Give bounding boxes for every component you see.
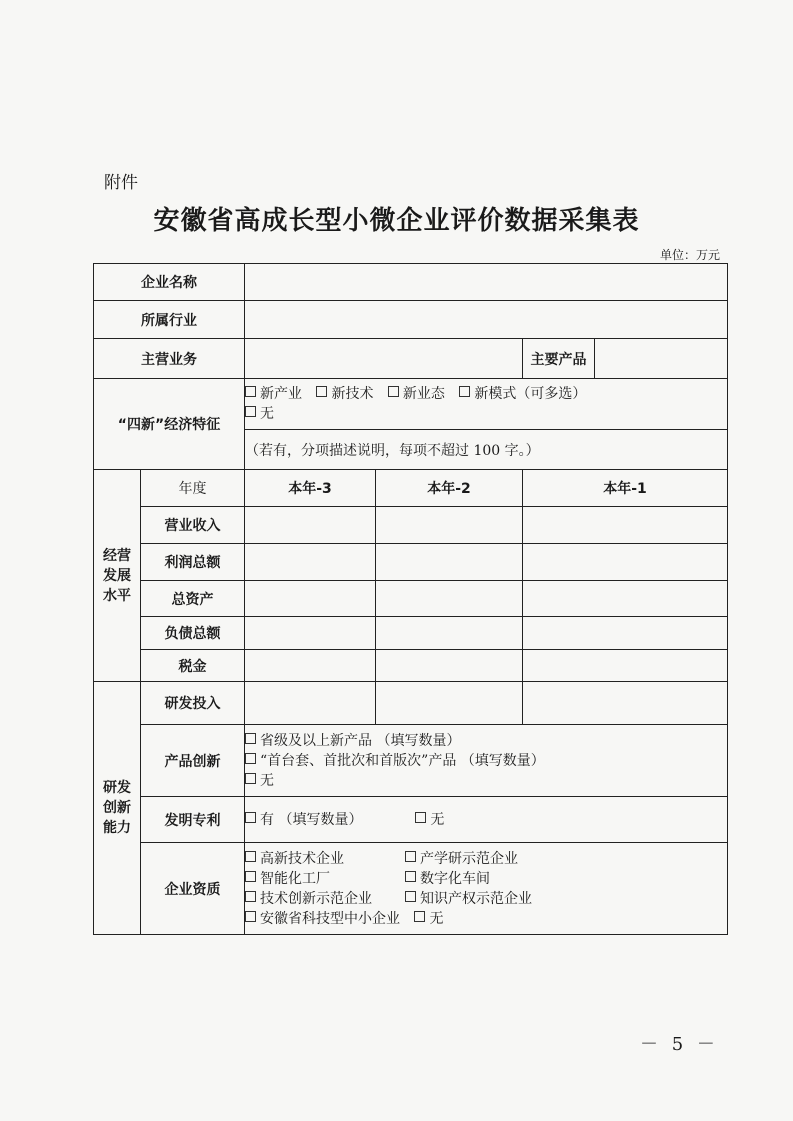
liabilities-y2[interactable] [376, 617, 523, 650]
tax-y2[interactable] [376, 650, 523, 682]
option-label: “首台套、首批次和首版次”产品 （填写数量） [260, 752, 545, 769]
revenue-y3[interactable] [523, 507, 728, 544]
main-products-field[interactable] [595, 339, 728, 379]
option-label: 智能化工厂 [260, 870, 330, 887]
checkbox-none[interactable] [245, 406, 274, 422]
industry-label: 所属行业 [94, 301, 245, 339]
main-business-field[interactable] [245, 339, 523, 379]
checkbox-smart-factory[interactable] [245, 869, 405, 889]
assets-y3[interactable] [523, 581, 728, 617]
checkbox-digital-workshop[interactable] [405, 871, 490, 887]
year-header-1: 本年-3 [245, 470, 376, 507]
product-innovation-label: 产品创新 [141, 725, 245, 797]
checkbox-new-model[interactable] [459, 386, 586, 402]
option-label: 知识产权示范企业 [420, 890, 532, 907]
revenue-label: 营业收入 [141, 507, 245, 544]
assets-y2[interactable] [376, 581, 523, 617]
year-header-2: 本年-2 [376, 470, 523, 507]
revenue-y1[interactable] [245, 507, 376, 544]
group-char: 研发 [103, 780, 131, 796]
profit-y3[interactable] [523, 544, 728, 581]
liabilities-y1[interactable] [245, 617, 376, 650]
patent-options [245, 797, 728, 843]
main-products-label: 主要产品 [523, 339, 595, 379]
group-char: 能力 [103, 820, 131, 836]
option-label: 新模式（可多选） [474, 386, 587, 402]
checkbox-patent-no[interactable] [415, 812, 444, 828]
qualification-options [245, 843, 728, 935]
four-new-options [245, 379, 728, 430]
page-number: － 5 － [640, 1034, 719, 1055]
industry-field[interactable] [245, 301, 728, 339]
group-char: 水平 [103, 587, 131, 604]
checkbox-ip-demo[interactable] [405, 891, 532, 907]
checkbox-new-format[interactable] [388, 386, 445, 402]
option-label: 无 [260, 772, 274, 789]
year-label: 年度 [141, 470, 245, 507]
checkbox-high-tech[interactable] [245, 849, 405, 869]
business-group-label [94, 470, 141, 682]
option-label: 有 （填写数量） [260, 811, 363, 828]
qualification-label: 企业资质 [141, 843, 245, 935]
checkbox-new-technology[interactable] [316, 386, 373, 402]
profit-y1[interactable] [245, 544, 376, 581]
profit-label: 利润总额 [141, 544, 245, 581]
option-label: 省级及以上新产品 （填写数量） [260, 732, 461, 749]
checkbox-qualification-none[interactable] [414, 911, 443, 927]
checkbox-first-batch-product[interactable] [245, 751, 727, 771]
option-label: 技术创新示范企业 [260, 890, 372, 907]
liabilities-y3[interactable] [523, 617, 728, 650]
option-label: 高新技术企业 [260, 850, 344, 867]
option-label: 数字化车间 [420, 870, 490, 887]
patent-label: 发明专利 [141, 797, 245, 843]
attachment-label: 附件 [104, 173, 138, 193]
four-new-label: “四新”经济特征 [94, 379, 245, 470]
profit-y2[interactable] [376, 544, 523, 581]
total-assets-label: 总资产 [141, 581, 245, 617]
tax-y1[interactable] [245, 650, 376, 682]
checkbox-industry-academia[interactable] [405, 851, 518, 867]
revenue-y2[interactable] [376, 507, 523, 544]
rnd-y2[interactable] [376, 682, 523, 725]
checkbox-tech-innovation[interactable] [245, 889, 405, 909]
option-label: 安徽省科技型中小企业 [260, 910, 400, 927]
tax-label: 税金 [141, 650, 245, 682]
data-collection-table [93, 263, 728, 935]
form-title: 安徽省高成长型小微企业评价数据采集表 [153, 206, 640, 236]
option-label: 产学研示范企业 [420, 850, 518, 867]
checkbox-patent-yes[interactable] [245, 812, 362, 828]
main-business-label: 主营业务 [94, 339, 245, 379]
checkbox-anhui-tech-sme[interactable] [245, 911, 400, 927]
company-name-label: 企业名称 [94, 264, 245, 301]
rnd-y1[interactable] [245, 682, 376, 725]
checkbox-new-industry[interactable] [245, 386, 302, 402]
company-name-field[interactable] [245, 264, 728, 301]
product-innovation-options [245, 725, 728, 797]
rnd-y3[interactable] [523, 682, 728, 725]
rnd-investment-label: 研发投入 [141, 682, 245, 725]
group-char: 创新 [103, 800, 131, 816]
liabilities-label: 负债总额 [141, 617, 245, 650]
checkbox-provincial-product[interactable] [245, 731, 727, 751]
option-label: 无 [429, 910, 444, 927]
option-label: 新技术 [331, 386, 374, 402]
four-new-note[interactable]: （若有，分项描述说明，每项不超过 100 字。） [245, 430, 728, 470]
rnd-group-label [94, 682, 141, 935]
option-label: 新产业 [260, 386, 302, 402]
group-char: 发展 [103, 567, 131, 584]
tax-y3[interactable] [523, 650, 728, 682]
option-label: 无 [260, 406, 274, 422]
group-char: 经营 [103, 547, 131, 564]
unit-label: 单位：万元 [659, 248, 720, 262]
checkbox-no-product[interactable] [245, 771, 727, 791]
option-label: 新业态 [402, 386, 445, 402]
option-label: 无 [430, 811, 445, 828]
assets-y1[interactable] [245, 581, 376, 617]
year-header-3: 本年-1 [523, 470, 728, 507]
